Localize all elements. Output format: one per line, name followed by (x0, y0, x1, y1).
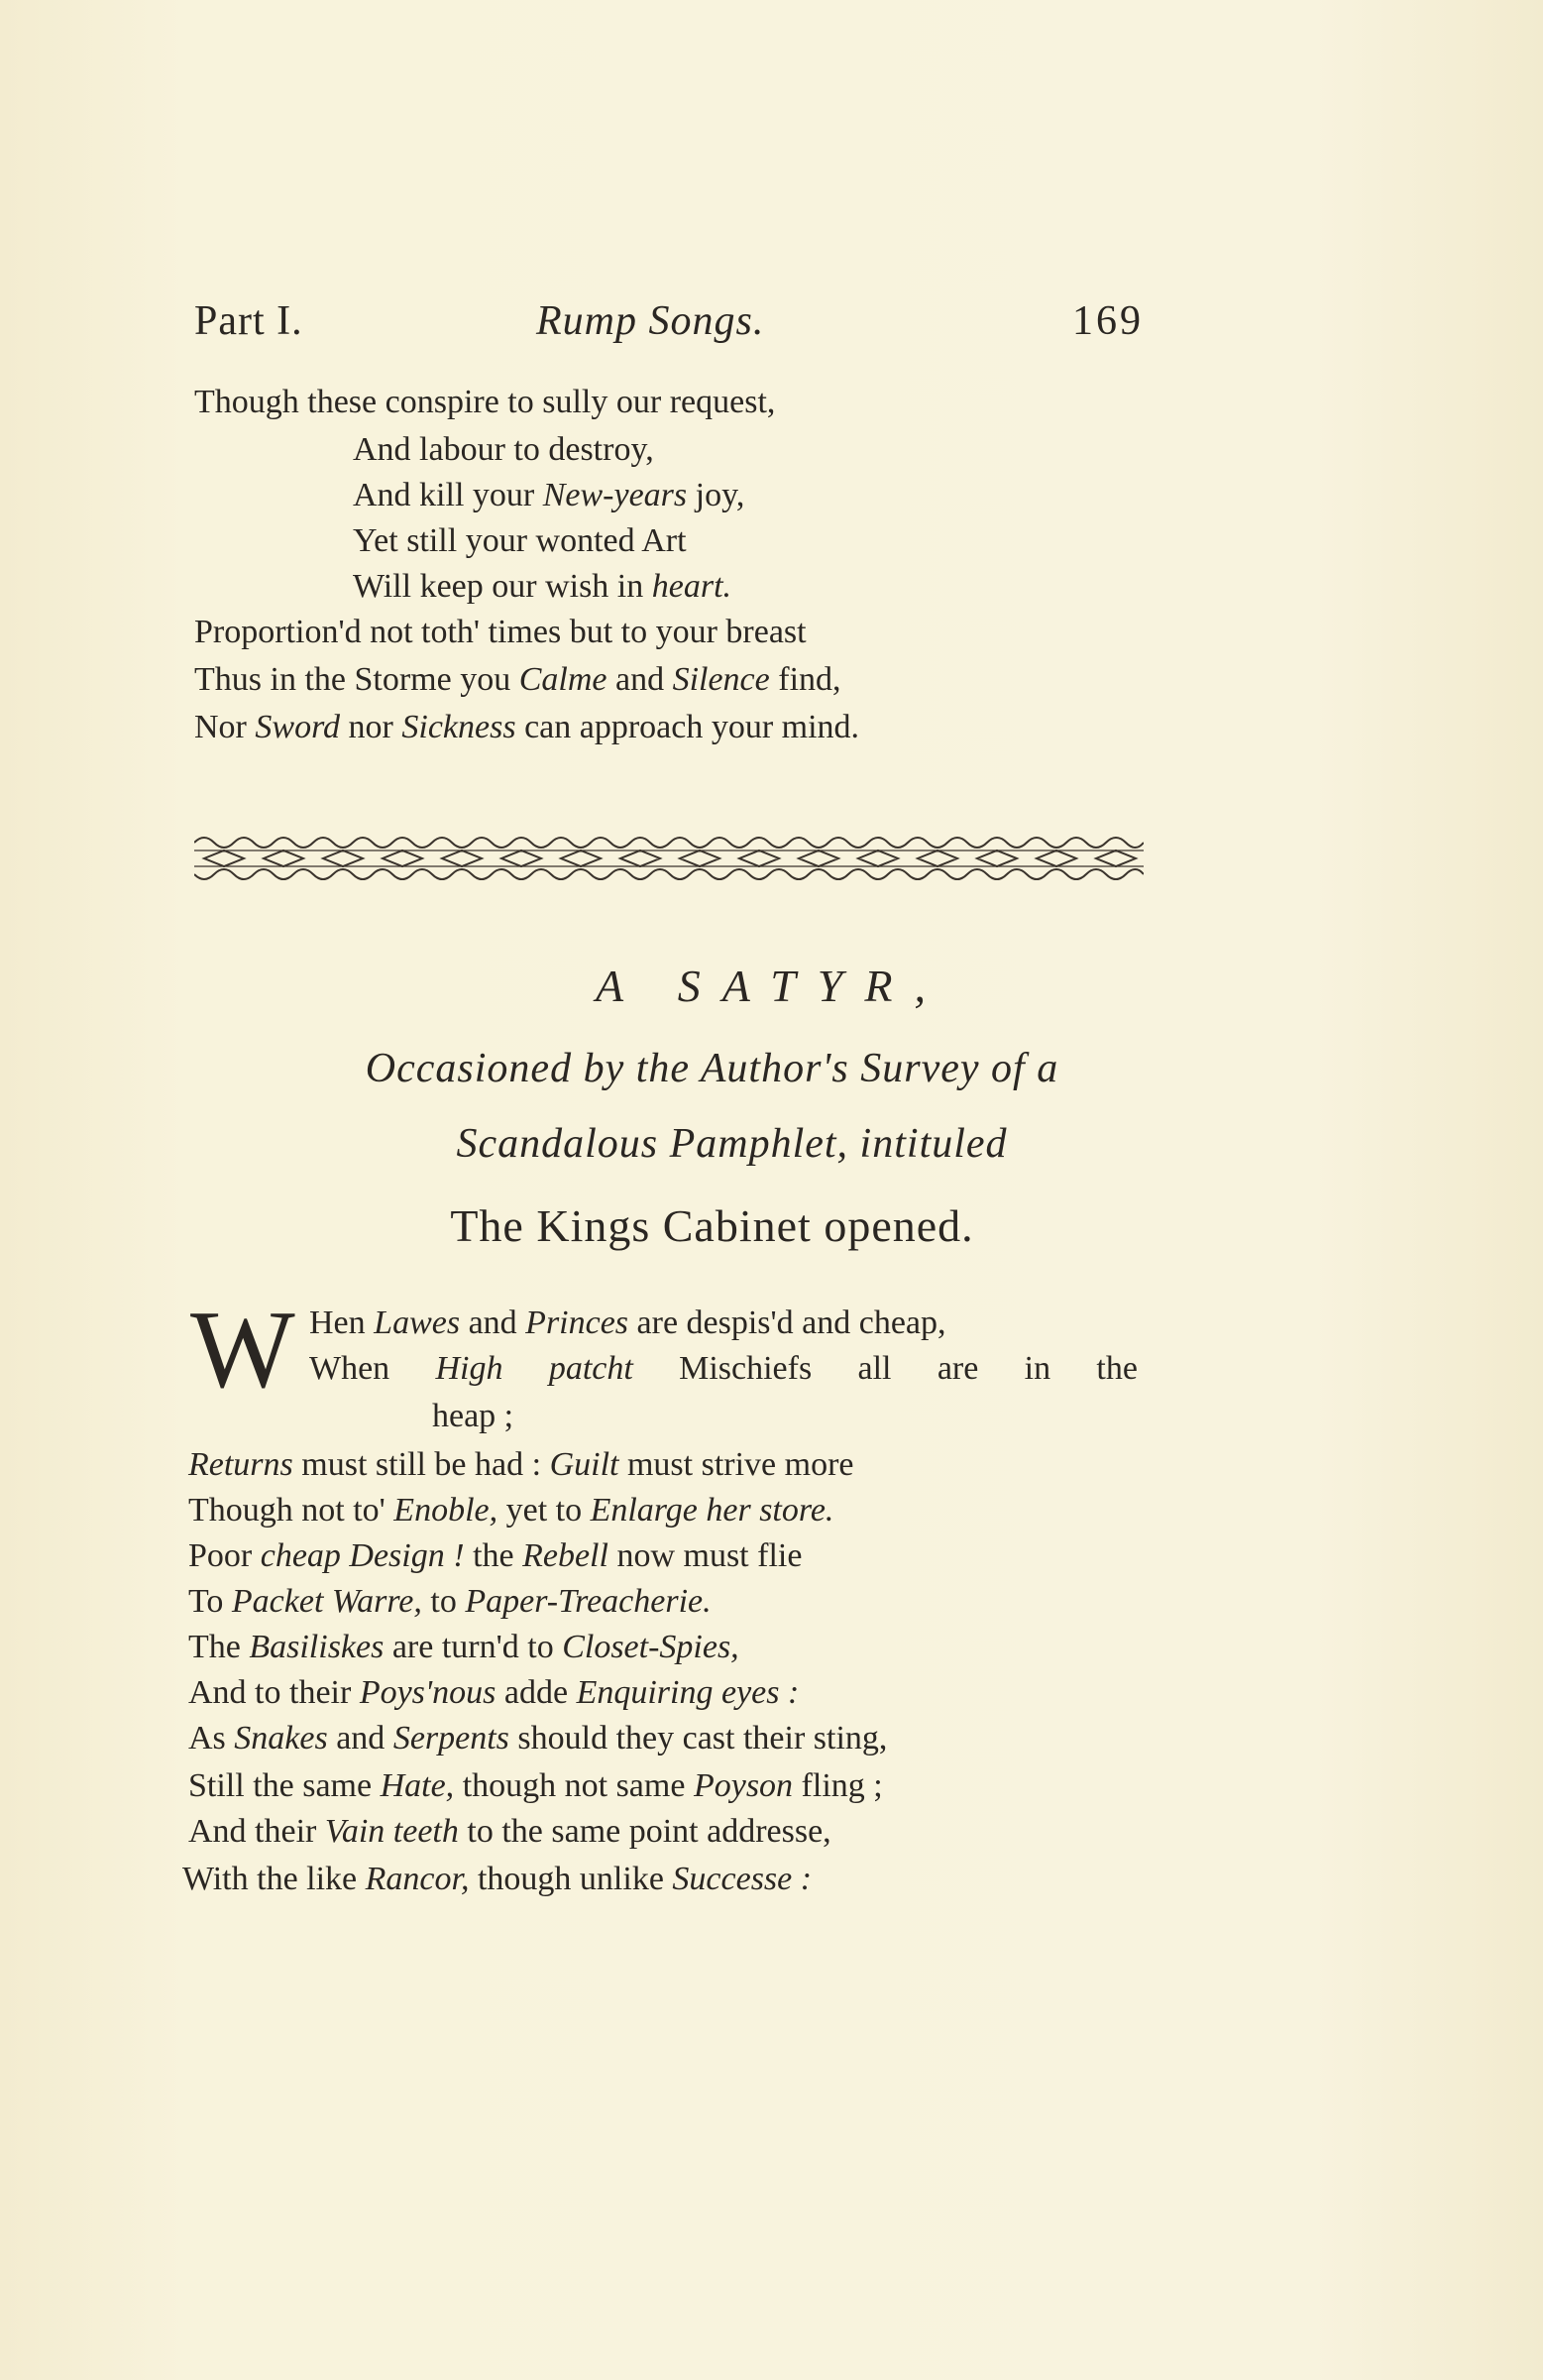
header-part: Part I. (194, 298, 303, 344)
verse2-line (188, 1764, 883, 1808)
header-title: Rump Songs. (536, 298, 765, 344)
verse2-third-line: heap ; (432, 1398, 514, 1434)
text-run: And to their (188, 1674, 360, 1711)
italic-word: Sickness (401, 709, 516, 745)
verse1-line (194, 381, 775, 424)
italic-word: Calme (518, 661, 607, 698)
decorative-ornament-band (194, 829, 1144, 888)
italic-word: cheap Design ! (260, 1537, 465, 1574)
poem-title: A SATYR, (596, 961, 947, 1011)
text-run: and (460, 1304, 526, 1341)
verse2-line (188, 1534, 802, 1578)
verse1-line (353, 428, 654, 472)
italic-word: Guilt (549, 1446, 619, 1483)
verse2-line (182, 1858, 812, 1901)
text-run: to (421, 1583, 466, 1620)
italic-word: Lawes (374, 1304, 461, 1341)
italic-word: Poyson (693, 1767, 794, 1804)
text-run: are despis'd and cheap, (628, 1304, 946, 1341)
text-run: And labour to destroy, (353, 431, 654, 468)
italic-word: Enlarge her store. (590, 1492, 834, 1529)
text-run: Still the same (188, 1767, 381, 1804)
italic-word: Enoble, (393, 1492, 498, 1529)
verse1-line (194, 658, 841, 702)
verse1-line (353, 519, 687, 563)
text-run: should they cast their sting, (508, 1720, 888, 1757)
text-run: Proportion'd not toth' times but to your breast (194, 614, 807, 650)
text-run: With the like (182, 1861, 366, 1897)
text-run: can approach your mind. (515, 709, 860, 745)
running-header (194, 297, 1144, 357)
word: the (1096, 1350, 1138, 1387)
page-number: 169 (1072, 298, 1144, 344)
text-run: to the same point addresse, (458, 1813, 831, 1850)
italic-word: Vain teeth (324, 1813, 459, 1850)
italic-word: New-years (542, 477, 688, 513)
italic-word: Enquiring eyes : (576, 1674, 800, 1711)
text-run: Will keep our wish in (353, 568, 652, 605)
word: in (1024, 1350, 1051, 1387)
italic-word: Silence (672, 661, 770, 698)
text-run: though not same (454, 1767, 694, 1804)
word: Mischiefs (679, 1350, 813, 1387)
italic-word: Successe : (672, 1861, 813, 1897)
italic-word: Princes (525, 1304, 629, 1341)
text-run: though unlike (469, 1861, 673, 1897)
poem-subtitle-line3: The Kings Cabinet opened. (450, 1200, 974, 1251)
text-run: fling ; (793, 1767, 883, 1804)
verse2-line (188, 1626, 739, 1669)
text-run: And their (188, 1813, 325, 1850)
text-run: adde (496, 1674, 577, 1711)
poem-subtitle-line1: Occasioned by the Author's Survey of a (365, 1046, 1059, 1091)
text-run: Though these conspire to sully our request, (194, 384, 776, 420)
verse2-first-line (309, 1304, 946, 1342)
text-run: Poor (188, 1537, 261, 1574)
poem-subtitle-line2: Scandalous Pamphlet, intituled (456, 1121, 1008, 1167)
italic-word: High (435, 1350, 503, 1387)
text-run: The (188, 1629, 250, 1665)
italic-word: Snakes (234, 1720, 328, 1757)
text-run: must still be had : (292, 1446, 550, 1483)
italic-word: Poys'nous (359, 1674, 496, 1711)
verse2-line (188, 1810, 831, 1854)
text-run: As (188, 1720, 235, 1757)
text-run: To (188, 1583, 232, 1620)
verse1-line (353, 565, 731, 609)
drop-cap: W (190, 1289, 295, 1412)
text-run: yet to (497, 1492, 591, 1529)
word: all (857, 1350, 892, 1387)
text-run: Nor (194, 709, 256, 745)
verse2-second-line (309, 1350, 1138, 1388)
text-run: find, (769, 661, 841, 698)
verse1-line (353, 474, 744, 517)
italic-word: Packet Warre, (231, 1583, 422, 1620)
italic-word: Sword (255, 709, 341, 745)
word: When (309, 1350, 390, 1387)
text-run: and (327, 1720, 393, 1757)
italic-word: heart. (651, 568, 732, 605)
italic-word: Rebell (522, 1537, 608, 1574)
verse2-line (188, 1489, 833, 1532)
text-run: nor (340, 709, 402, 745)
text-run: the (464, 1537, 523, 1574)
italic-word: patcht (548, 1350, 633, 1387)
text-run: now must flie (607, 1537, 803, 1574)
text-run: Though not to' (188, 1492, 394, 1529)
text-run: Hen (309, 1304, 375, 1341)
text-run: must strive more (618, 1446, 854, 1483)
verse2-line (188, 1671, 799, 1715)
text-run: Thus in the Storme you (194, 661, 519, 698)
verse2-line (188, 1717, 887, 1760)
verse2-line (188, 1443, 854, 1487)
italic-word: Hate, (380, 1767, 455, 1804)
text-run: and (606, 661, 673, 698)
italic-word: Closet-Spies, (562, 1629, 739, 1665)
italic-word: Paper-Treacherie. (465, 1583, 712, 1620)
text-run: joy, (687, 477, 745, 513)
italic-word: Basiliskes (249, 1629, 385, 1665)
italic-word: Returns (188, 1446, 293, 1483)
text-run: Yet still your wonted Art (353, 522, 687, 559)
italic-word: Serpents (392, 1720, 509, 1757)
verse1-line (194, 706, 859, 749)
verse2-line (188, 1580, 712, 1624)
italic-word: Rancor, (365, 1861, 470, 1897)
verse1-line (194, 611, 807, 654)
text-run: are turn'd to (384, 1629, 563, 1665)
text-run: And kill your (353, 477, 543, 513)
word: are (937, 1350, 979, 1387)
